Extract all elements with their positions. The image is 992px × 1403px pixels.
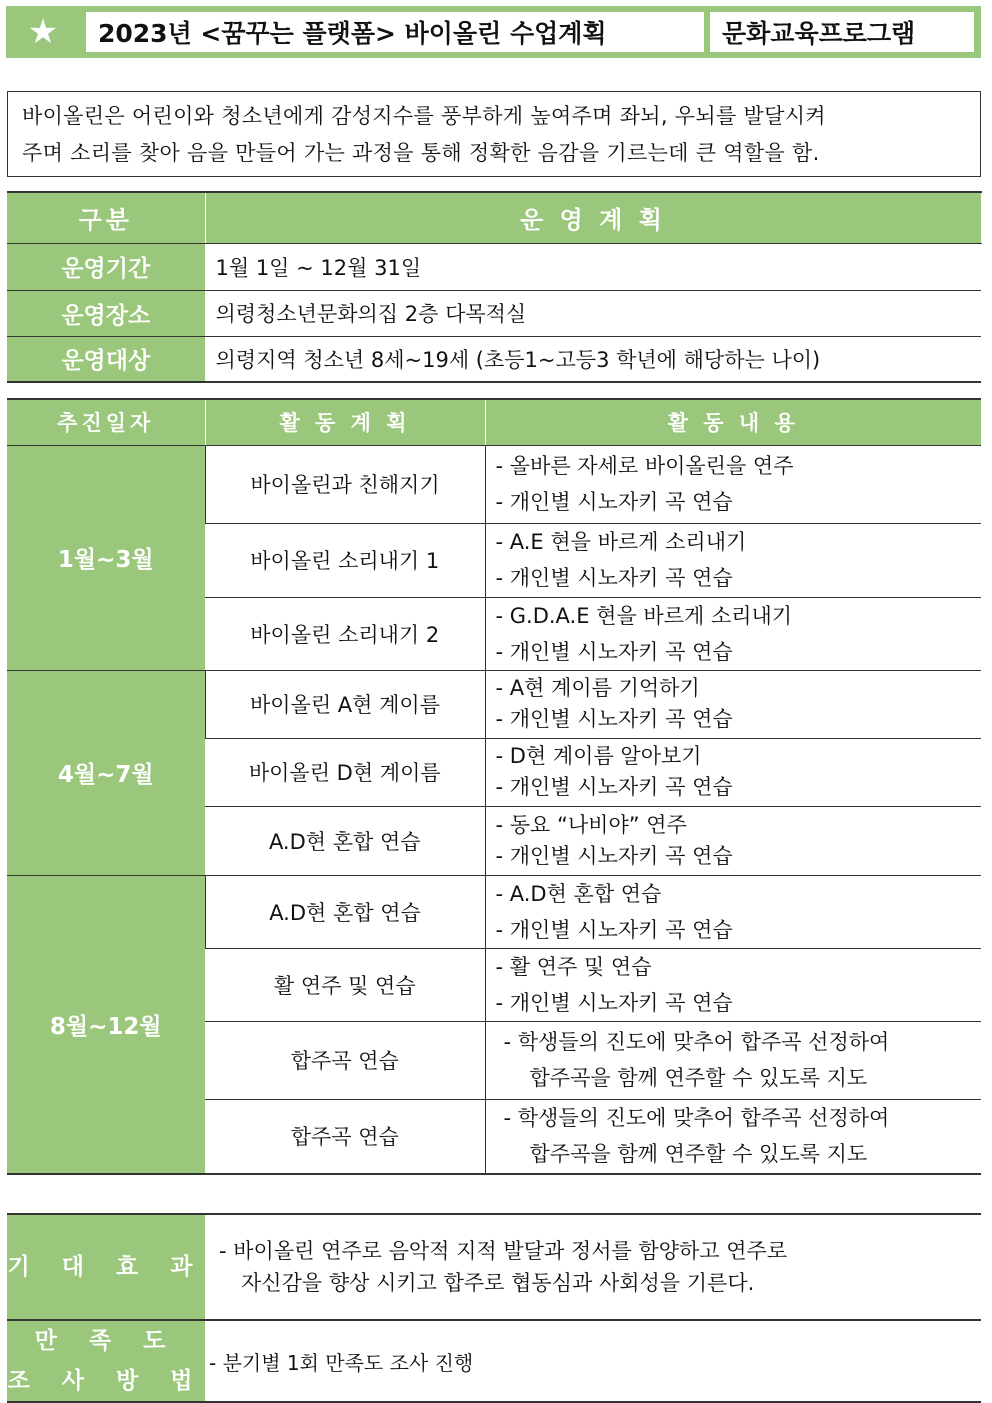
detail-line: - 학생들의 진도에 맞추어 합주곡 선정하여: [503, 1106, 890, 1131]
effects-label: 기 대 효 과: [7, 1214, 205, 1320]
overview-label: 운영장소: [7, 290, 205, 336]
survey-row: [7, 1320, 981, 1402]
period-cell: 8월~12월: [7, 875, 205, 1174]
overview-value: 의령지역 청소년 8세~19세 (초등1~고등3 학년에 해당하는 나이): [205, 336, 981, 382]
overview-header-row: [7, 192, 981, 243]
overview-plan-header: 운 영 계 획: [205, 192, 981, 243]
detail-line: - 개인별 시노자키 곡 연습: [495, 639, 733, 664]
survey-label: [7, 1320, 205, 1402]
intro-line: 바이올린은 어린이와 청소년에게 감성지수를 풍부하게 높여주며 좌뇌, 우뇌를 발달시켜: [22, 104, 826, 128]
detail-cell: [485, 1021, 981, 1099]
detail-line: - 활 연주 및 연습: [495, 954, 652, 979]
detail-line: - G.D.A.E 현을 바르게 소리내기: [495, 603, 793, 628]
detail-cell: [485, 738, 981, 806]
effects-line: - 바이올린 연주로 음악적 지적 발달과 정서를 함양하고 연주로: [219, 1239, 788, 1263]
detail-line: - 개인별 시노자키 곡 연습: [495, 917, 733, 942]
detail-line: 합주곡을 함께 연주할 수 있도록 지도: [529, 1066, 868, 1090]
effects-row: [7, 1214, 981, 1320]
activity-cell: A.D현 혼합 연습: [205, 875, 485, 948]
overview-row: [7, 290, 981, 336]
effects-table: [7, 1213, 981, 1403]
overview-col-header: 구분: [7, 192, 205, 243]
survey-label-line: 만 족 도: [34, 1328, 178, 1354]
detail-cell: [485, 875, 981, 948]
detail-cell: [485, 806, 981, 875]
detail-cell: [485, 523, 981, 597]
schedule-activity-header: 활 동 계 획: [205, 399, 485, 445]
detail-line: - 동요 “나비야” 연주: [495, 812, 687, 837]
detail-line: - 개인별 시노자키 곡 연습: [495, 775, 733, 799]
activity-cell: 바이올린 A현 계이름: [205, 670, 485, 738]
document-title: 2023년 <꿈꾸는 플랫폼> 바이올린 수업계획: [86, 12, 704, 52]
schedule-header-row: [7, 399, 981, 445]
survey-value: - 분기별 1회 만족도 조사 진행: [209, 1350, 474, 1375]
detail-line: - 개인별 시노자키 곡 연습: [495, 490, 733, 514]
detail-line: - A현 계이름 기억하기: [495, 676, 700, 700]
activity-cell: 합주곡 연습: [205, 1021, 485, 1099]
detail-line: - 개인별 시노자키 곡 연습: [495, 990, 733, 1015]
activity-cell: 바이올린 소리내기 2: [205, 597, 485, 670]
table-row: [7, 445, 981, 523]
activity-cell: 바이올린과 친해지기: [205, 445, 485, 523]
period-cell: 1월~3월: [7, 445, 205, 670]
survey-label-line: 조 사 방 법: [7, 1368, 205, 1394]
detail-line: - 개인별 시노자키 곡 연습: [495, 707, 733, 731]
overview-label: 운영기간: [7, 243, 205, 290]
detail-line: - 학생들의 진도에 맞추어 합주곡 선정하여: [503, 1030, 890, 1054]
period-cell: 4월~7월: [7, 670, 205, 875]
schedule-date-header: 추진일자: [7, 399, 205, 445]
effects-value: [205, 1214, 981, 1320]
activity-cell: 바이올린 소리내기 1: [205, 523, 485, 597]
detail-cell: [485, 948, 981, 1021]
schedule-detail-header: 활 동 내 용: [485, 399, 981, 445]
overview-value: 의령청소년문화의집 2층 다목적실: [205, 290, 981, 336]
detail-cell: [485, 1099, 981, 1174]
activity-cell: 합주곡 연습: [205, 1099, 485, 1174]
detail-line: - D현 계이름 알아보기: [495, 744, 702, 768]
detail-line: - A.E 현을 바르게 소리내기: [495, 530, 747, 554]
detail-line: - 개인별 시노자키 곡 연습: [495, 843, 733, 868]
overview-table: [7, 191, 982, 383]
intro-box: [7, 91, 981, 177]
intro-line: 주며 소리를 찾아 음을 만들어 가는 과정을 통해 정확한 음감을 기르는데 큰 역할을 함.: [22, 141, 820, 165]
activity-cell: A.D현 혼합 연습: [205, 806, 485, 875]
effects-line: 자신감을 향상 시키고 합주로 협동심과 사회성을 기른다.: [241, 1271, 755, 1295]
detail-cell: [485, 597, 981, 670]
detail-line: - A.D현 혼합 연습: [495, 881, 662, 906]
table-row: [7, 670, 981, 738]
detail-line: - 개인별 시노자키 곡 연습: [495, 566, 733, 590]
detail-line: 합주곡을 함께 연주할 수 있도록 지도: [529, 1142, 868, 1167]
activity-cell: 바이올린 D현 계이름: [205, 738, 485, 806]
schedule-table: [7, 398, 981, 1175]
table-row: [7, 875, 981, 948]
detail-line: - 올바른 자세로 바이올린을 연주: [495, 454, 794, 478]
star-icon: ★: [27, 12, 59, 52]
overview-row: [7, 243, 981, 290]
program-category: 문화교육프로그램: [710, 12, 974, 52]
activity-cell: 활 연주 및 연습: [205, 948, 485, 1021]
overview-row: [7, 336, 981, 382]
document-header: [6, 6, 981, 58]
detail-cell: [485, 445, 981, 523]
overview-label: 운영대상: [7, 336, 205, 382]
detail-cell: [485, 670, 981, 738]
overview-value: 1월 1일 ~ 12월 31일: [205, 243, 981, 290]
